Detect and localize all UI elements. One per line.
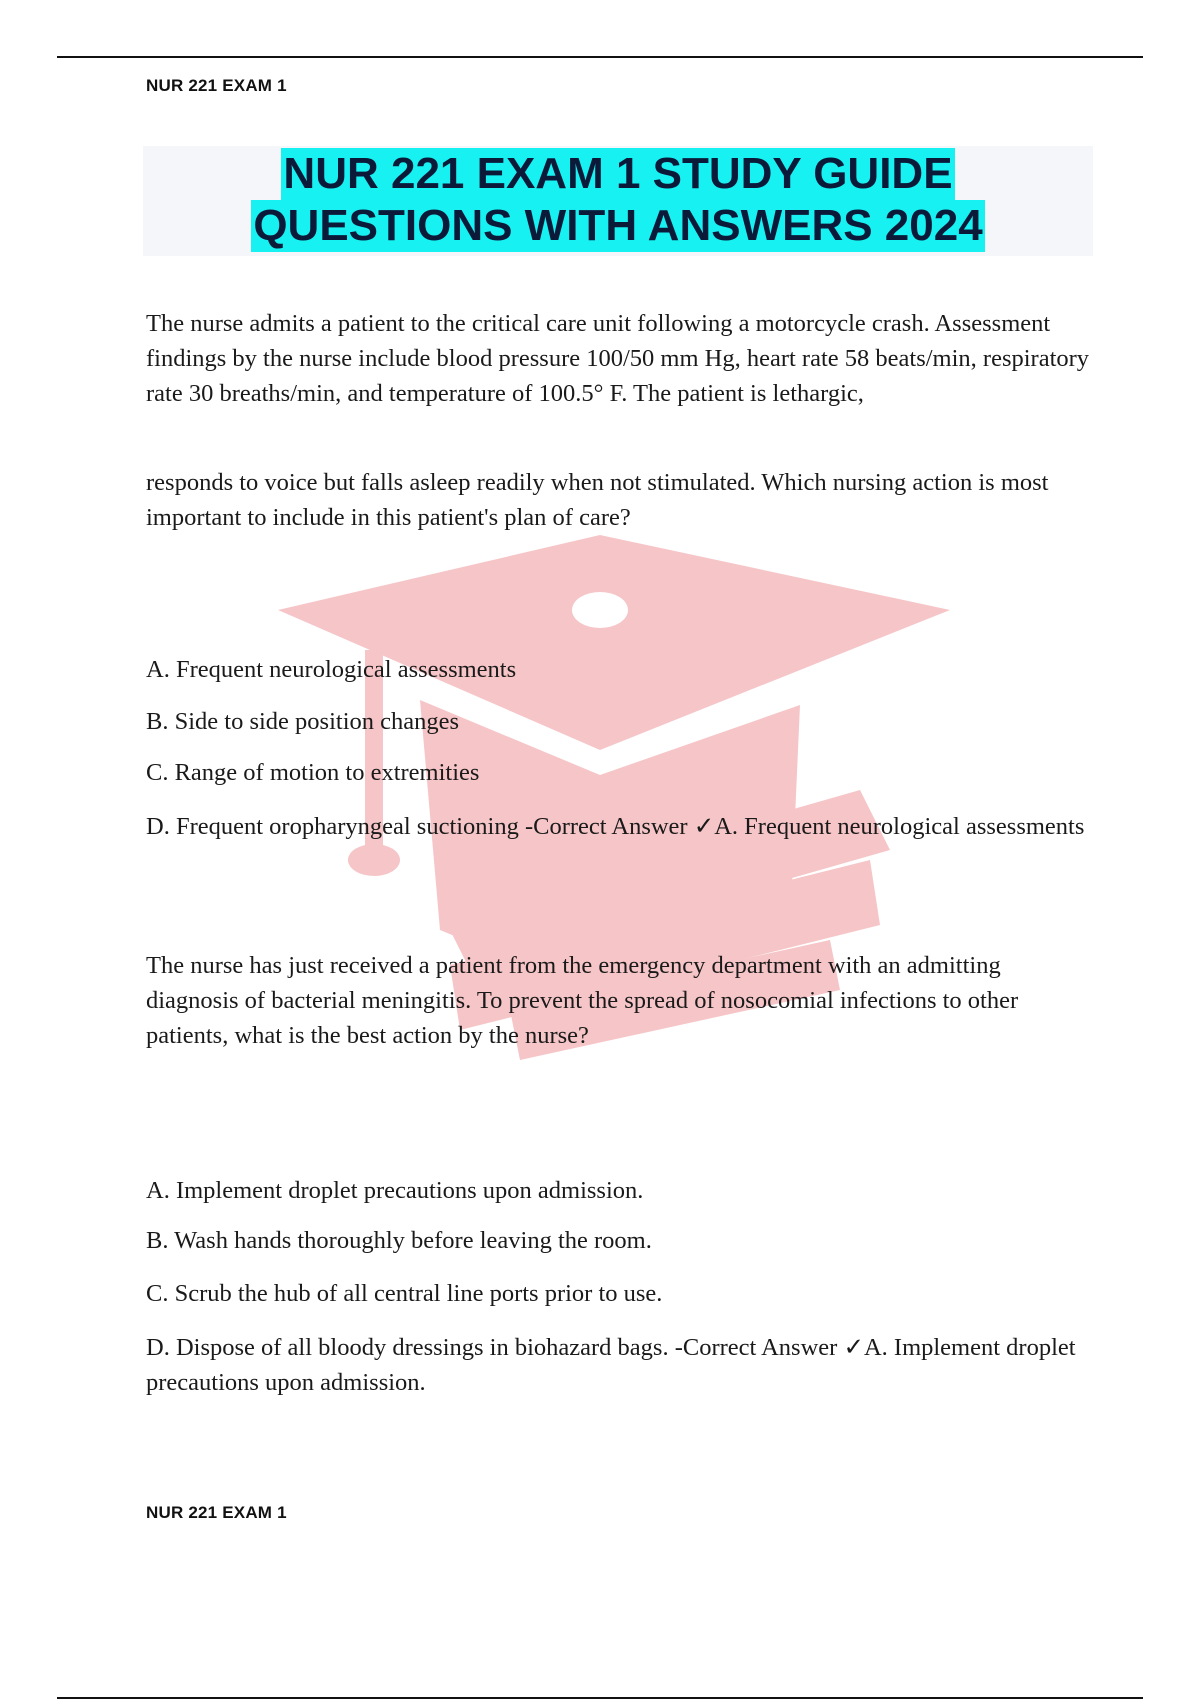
question-2-option-c: C. Scrub the hub of all central line ports prior to use. [146, 1280, 663, 1307]
question-1-option-d: D. Frequent oropharyngeal suctioning [146, 813, 519, 840]
question-2-option-d: D. Dispose of all bloody dressings in biohazard bags. [146, 1334, 669, 1361]
question-1-option-a: A. Frequent neurological assessments [146, 656, 517, 683]
question-1-option-c: C. Range of motion to extremities [146, 759, 480, 786]
question-1-stem-continued: responds to voice but falls asleep readily when not stimulated. Which nursing action is most important to include in this patient's plan of care? [146, 469, 1049, 531]
question-2-option-d-with-answer [146, 1330, 1096, 1400]
question-2-option-a: A. Implement droplet precautions upon admission. [146, 1177, 644, 1204]
question-1-stem: The nurse admits a patient to the critical care unit following a motorcycle crash. Assessment findings by the nurse include blood pressure 100/50 mm Hg, heart rate 58 beats/min, respiratory rate 30 breaths/min, and temperature of 100.5° F. The patient is lethargic, [146, 310, 1090, 407]
running-footer: NUR 221 EXAM 1 [146, 1503, 287, 1522]
question-2-stem: The nurse has just received a patient from the emergency department with an admitting diagnosis of bacterial meningitis. To prevent the spread of nosocomial infections to other patients, what is the best action by the nurse? [146, 952, 1019, 1049]
question-1-option-d-with-answer [146, 809, 1096, 844]
title-line-2: QUESTIONS WITH ANSWERS 2024 [253, 201, 983, 250]
question-1-option-b: B. Side to side position changes [146, 708, 460, 735]
question-2-correct-answer: -Correct Answer ✓A. Implement droplet precautions upon admission. [146, 1334, 1076, 1396]
header-rule [57, 56, 1143, 58]
footer-rule [57, 1697, 1143, 1699]
question-1-correct-answer: -Correct Answer ✓A. Frequent neurological assessments [524, 813, 1085, 840]
running-header: NUR 221 EXAM 1 [146, 76, 287, 95]
title-line-1: NUR 221 EXAM 1 STUDY GUIDE [283, 149, 953, 198]
document-title [143, 146, 1093, 256]
question-2-option-b: B. Wash hands thoroughly before leaving the room. [146, 1227, 652, 1254]
